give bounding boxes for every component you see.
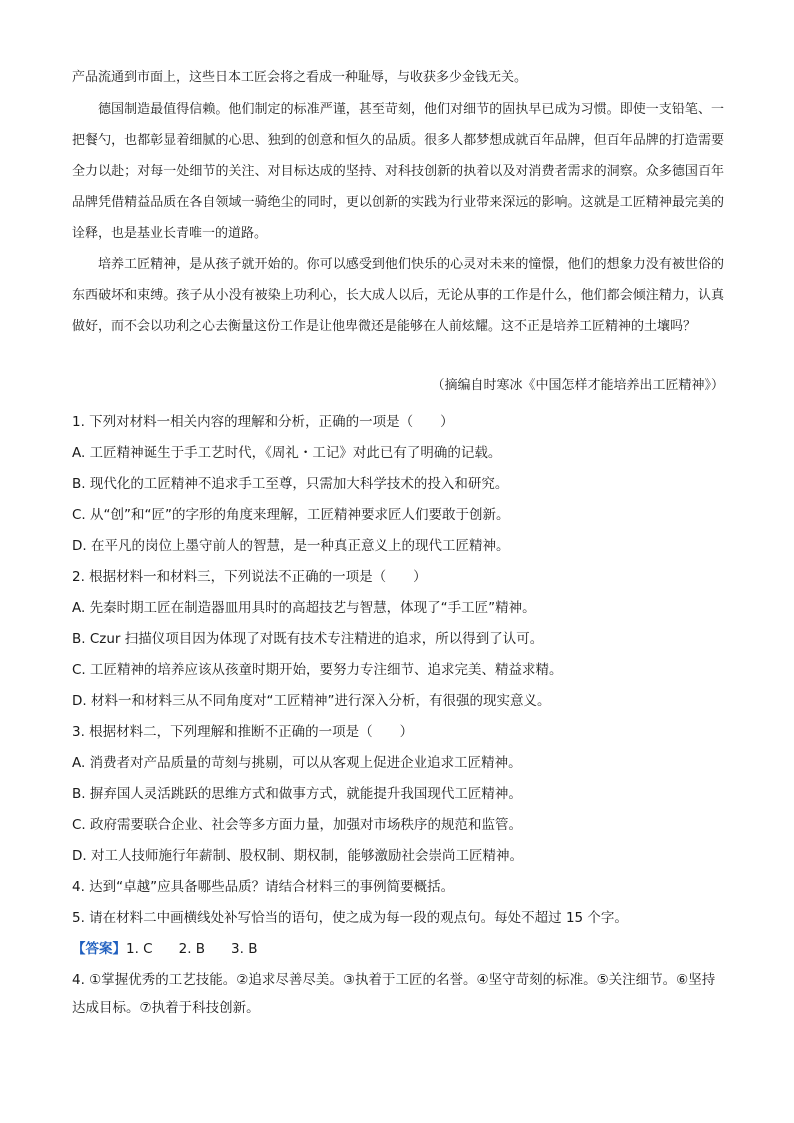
question-3: 3. 根据材料二，下列理解和推断不正确的一项是（ ）	[72, 724, 414, 740]
answer-1: 1. C	[126, 941, 153, 957]
question-1-option-c: C. 从“创”和“匠”的字形的角度来理解，工匠精神要求匠人们要敢于创新。	[72, 507, 510, 523]
paragraph-children: 培养工匠精神，是从孩子就开始的。你可以感受到他们快乐的心灵对未来的憧憬，他们的想象力没有被世俗的东西破坏和束缚。孩子从小没有被染上功利心，长大成人以后，无论从事的工作是什么，他们都会倾注精力，认真做好，而不会以功利之心去衡量这份工作是让他卑微还是能够在人前炫耀。这不正是培养工匠精神的土壤吗？	[72, 257, 724, 334]
answer-tag: 【答案】	[72, 941, 126, 957]
question-1-option-b: B. 现代化的工匠精神不追求手工至尊，只需加大科学技术的投入和研究。	[72, 476, 509, 492]
answer-3: 3. B	[231, 941, 258, 957]
source-citation: （摘编自时寒冰《中国怎样才能培养出工匠精神》）	[431, 378, 724, 393]
question-2: 2. 根据材料一和材料三，下列说法不正确的一项是（ ）	[72, 569, 427, 585]
answer-line	[72, 938, 732, 960]
question-2-option-c: C. 工匠精神的培养应该从孩童时期开始，要努力专注细节、追求完美、精益求精。	[72, 662, 563, 678]
question-3-option-d: D. 对工人技师施行年薪制、股权制、期权制，能够激励社会崇尚工匠精神。	[72, 848, 523, 864]
paragraph-japan-ending: 产品流通到市面上，这些日本工匠会将之看成一种耻辱，与收获多少金钱无关。	[72, 70, 528, 85]
answer-2: 2. B	[178, 941, 206, 957]
question-1-option-a: A. 工匠精神诞生于手工艺时代，《周礼・工记》对此已有了明确的记载。	[72, 445, 502, 461]
question-5: 5. 请在材料二中画横线处补写恰当的语句，使之成为每一段的观点句。每处不超过 15 个字。	[72, 910, 628, 926]
question-3-option-a: A. 消费者对产品质量的苛刻与挑剔，可以从客观上促进企业追求工匠精神。	[72, 755, 522, 771]
question-2-option-d: D. 材料一和材料三从不同角度对“工匠精神”进行深入分析，有很强的现实意义。	[72, 693, 551, 709]
question-3-option-b: B. 摒弃国人灵活跳跃的思维方式和做事方式，就能提升我国现代工匠精神。	[72, 786, 522, 802]
question-3-option-c: C. 政府需要联合企业、社会等多方面力量，加强对市场秩序的规范和监管。	[72, 817, 523, 833]
answer-4: 4. ①掌握优秀的工艺技能。②追求尽善尽美。③执着于工匠的名誉。④坚守苛刻的标准。⑤关注细节。⑥坚持达成目标。⑦执着于科技创新。	[72, 972, 716, 1016]
question-2-option-b: B. Czur 扫描仪项目因为体现了对既有技术专注精进的追求，所以得到了认可。	[72, 631, 544, 647]
paragraph-germany: 德国制造最值得信赖。他们制定的标准严谨，甚至苛刻，他们对细节的固执早已成为习惯。即使一支铅笔、一把餐勺，也都彰显着细腻的心思、独到的创意和恒久的品质。很多人都梦想成就百年品牌，但百年品牌的打造需要全力以赴；对每一处细节的关注、对目标达成的坚持、对科技创新的执着以及对消费者需求的洞察。众多德国百年品牌凭借精益品质在各自领域一骑绝尘的同时，更以创新的实践为行业带来深远的影响。这就是工匠精神最完美的诠释，也是基业长青唯一的道路。	[72, 102, 724, 241]
question-4: 4. 达到“卓越”应具备哪些品质？请结合材料三的事例简要概括。	[72, 879, 455, 895]
question-1: 1. 下列对材料一相关内容的理解和分析，正确的一项是（ ）	[72, 414, 454, 430]
question-2-option-a: A. 先秦时期工匠在制造器皿用具时的高超技艺与智慧，体现了“手工匠”精神。	[72, 600, 536, 616]
question-1-option-d: D. 在平凡的岗位上墨守前人的智慧，是一种真正意义上的现代工匠精神。	[72, 538, 510, 554]
